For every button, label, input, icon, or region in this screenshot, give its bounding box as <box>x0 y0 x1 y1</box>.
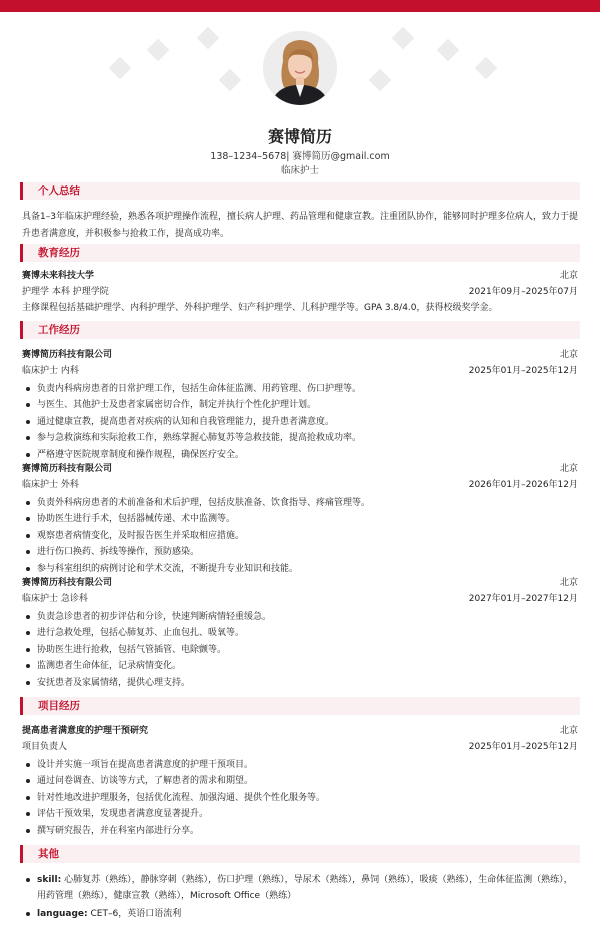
list-item: 与医生、其他护士及患者家属密切合作，制定并执行个性化护理计划。 <box>22 397 578 413</box>
list-item: 进行伤口换药、拆线等操作，预防感染。 <box>22 544 578 560</box>
project-bullets <box>22 757 578 839</box>
language-text: CET–6，英语口语流利 <box>90 909 182 919</box>
list-item: 严格遵守医院规章制度和操作规程，确保医疗安全。 <box>22 447 578 463</box>
language-label: language: <box>37 909 88 919</box>
list-item: 通过问卷调查、访谈等方式，了解患者的需求和期望。 <box>22 773 578 789</box>
company-name: 赛博简历科技有限公司 <box>22 350 113 360</box>
job-position: 临床护士 急诊科 <box>22 594 88 604</box>
job-period: 2025年01月–2025年12月 <box>468 366 578 376</box>
company-name: 赛博简历科技有限公司 <box>22 578 113 588</box>
school-name: 赛博未来科技大学 <box>22 271 95 281</box>
work-entry <box>22 463 578 577</box>
job-bullets <box>22 609 578 691</box>
list-item: 针对性地改进护理服务，包括优化流程、加强沟通、提供个性化服务等。 <box>22 790 578 806</box>
job-period: 2026年01月–2026年12月 <box>468 480 578 490</box>
section-accent-bar <box>20 244 23 262</box>
list-item: 评估干预效果，发现患者满意度显著提升。 <box>22 806 578 822</box>
project-role: 项目负责人 <box>22 742 68 752</box>
list-item: 观察患者病情变化，及时报告医生并采取相应措施。 <box>22 528 578 544</box>
section-title: 个人总结 <box>38 185 80 197</box>
list-item: 负责内科病房患者的日常护理工作，包括生命体征监测、用药管理、伤口护理等。 <box>22 381 578 397</box>
section-header-projects <box>20 697 580 715</box>
job-location: 北京 <box>559 350 578 360</box>
section-header-summary <box>20 182 580 200</box>
work-entry <box>22 349 578 463</box>
list-item: 协助医生进行抢救，包括气管插管、电除颤等。 <box>22 642 578 658</box>
avatar <box>263 31 337 105</box>
section-accent-bar <box>20 845 23 863</box>
company-name: 赛博简历科技有限公司 <box>22 464 113 474</box>
project-period: 2025年01月–2025年12月 <box>468 742 578 752</box>
list-item: 进行急救处理，包括心肺复苏、止血包扎、吸氧等。 <box>22 625 578 641</box>
list-item: 安抚患者及家属情绪，提供心理支持。 <box>22 675 578 691</box>
list-item: 负责外科病房患者的术前准备和术后护理，包括皮肤准备、饮食指导、疼痛管理等。 <box>22 495 578 511</box>
project-location: 北京 <box>559 726 578 736</box>
list-item: 撰写研究报告，并在科室内部进行分享。 <box>22 823 578 839</box>
profile-photo-icon <box>263 31 337 105</box>
job-location: 北京 <box>559 578 578 588</box>
section-title: 项目经历 <box>38 700 80 712</box>
list-item: 监测患者生命体征，记录病情变化。 <box>22 658 578 674</box>
list-item: 设计并实施一项旨在提高患者满意度的护理干预项目。 <box>22 757 578 773</box>
section-accent-bar <box>20 182 23 200</box>
job-title: 临床护士 <box>280 165 319 176</box>
list-item: 协助医生进行手术，包括器械传递、术中监测等。 <box>22 511 578 527</box>
education-period: 2021年09月–2025年07月 <box>468 287 578 297</box>
skill-item <box>22 872 578 904</box>
list-item: 参与科室组织的病例讨论和学术交流，不断提升专业知识和技能。 <box>22 561 578 577</box>
other-bullets <box>22 872 578 922</box>
job-location: 北京 <box>559 464 578 474</box>
education-entry <box>22 270 578 318</box>
section-title: 教育经历 <box>38 247 80 259</box>
school-location: 北京 <box>559 271 578 281</box>
list-item: 负责急诊患者的初步评估和分诊，快速判断病情轻重缓急。 <box>22 609 578 625</box>
project-name: 提高患者满意度的护理干预研究 <box>22 726 149 736</box>
skill-text: 心肺复苏（熟练），静脉穿刺（熟练），伤口护理（熟练），导尿术（熟练），鼻饲（熟练），吸痰（熟练），生命体征监测（熟练），用药管理（熟练），健康宣教（熟练），Microsoft Office（熟练） <box>37 875 573 901</box>
top-accent-bar <box>0 0 600 12</box>
section-header-other <box>20 845 580 863</box>
education-detail: 主修课程包括基础护理学、内科护理学、外科护理学、妇产科护理学、儿科护理学等。GPA 3.8/4.0，获得校级奖学金。 <box>22 303 498 313</box>
section-accent-bar <box>20 321 23 339</box>
job-position: 临床护士 内科 <box>22 366 79 376</box>
job-bullets <box>22 495 578 577</box>
project-entry <box>22 725 578 839</box>
degree: 护理学 本科 护理学院 <box>22 287 109 297</box>
summary-text: 具备1–3年临床护理经验，熟悉各项护理操作流程，擅长病人护理、药品管理和健康宣教。注重团队协作，能够同时护理多位病人，致力于提升患者满意度，并积极参与抢救工作，提高成功率。 <box>22 212 578 239</box>
candidate-name: 赛博简历 <box>267 127 332 146</box>
language-item <box>22 906 578 922</box>
job-bullets <box>22 381 578 463</box>
job-period: 2027年01月–2027年12月 <box>468 594 578 604</box>
list-item: 参与急救演练和实际抢救工作，熟练掌握心肺复苏等急救技能，提高抢救成功率。 <box>22 430 578 446</box>
section-header-education <box>20 244 580 262</box>
contact-info: 138–1234–5678| 赛博简历@gmail.com <box>210 151 390 162</box>
section-title: 其他 <box>38 848 59 860</box>
section-header-work <box>20 321 580 339</box>
list-item: 通过健康宣教，提高患者对疾病的认知和自我管理能力，提升患者满意度。 <box>22 414 578 430</box>
other-entry <box>22 872 578 922</box>
job-position: 临床护士 外科 <box>22 480 79 490</box>
section-title: 工作经历 <box>38 324 80 336</box>
work-entry <box>22 577 578 691</box>
skill-label: skill: <box>37 875 62 885</box>
section-accent-bar <box>20 697 23 715</box>
